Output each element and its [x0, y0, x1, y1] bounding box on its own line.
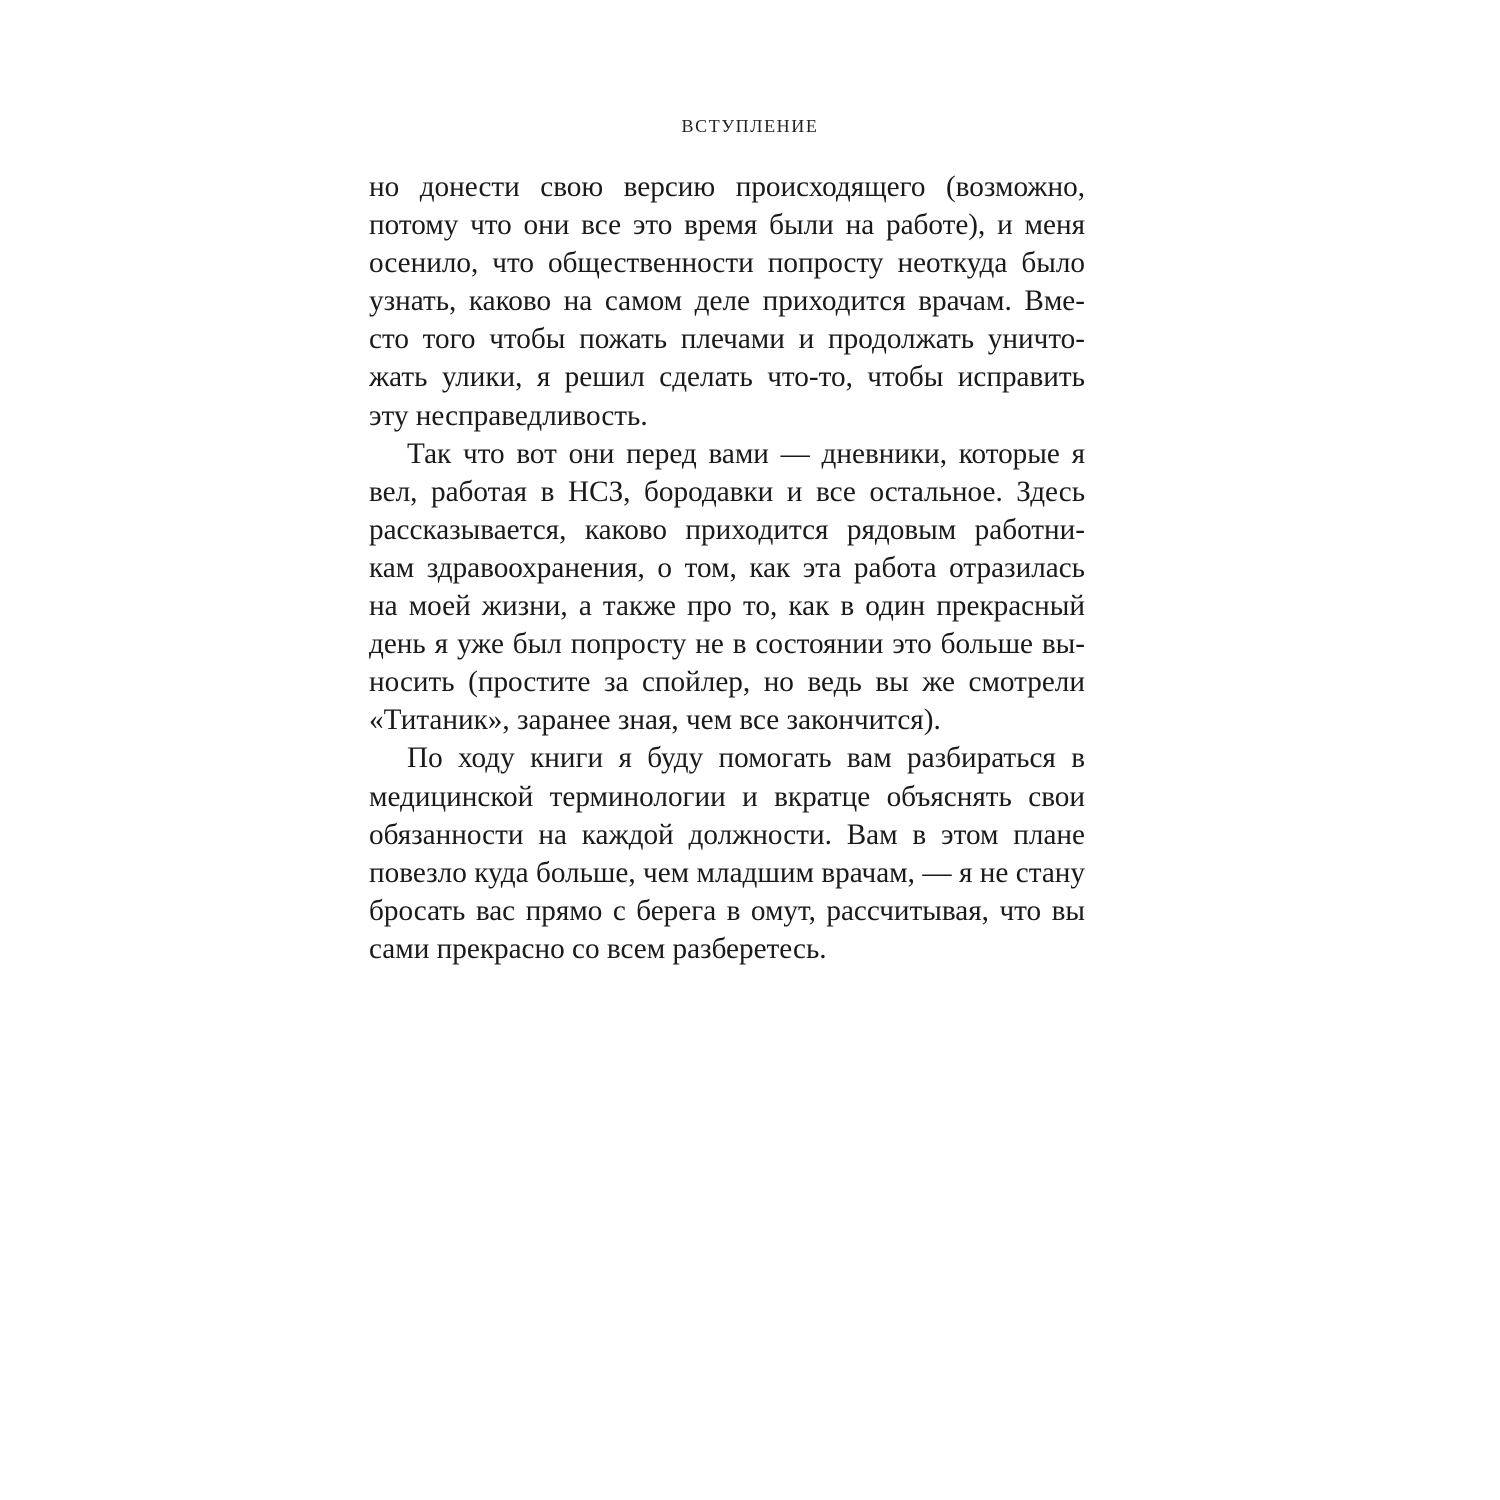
- text-line: рассказывается, каково приходится рядовым работни-: [369, 513, 1085, 546]
- text-line: на моей жизни, а также про то, как в один прекрасный: [369, 590, 1085, 623]
- text-line: сто того чтобы пожать плечами и продолжать уничто-: [369, 323, 1085, 356]
- text-line: вел, работая в НСЗ, бородавки и все остальное. Здесь: [369, 475, 1085, 508]
- text-line: но донести свою версию происходящего (возможно,: [369, 171, 1085, 203]
- body-text: [369, 168, 1085, 968]
- text-line: эту несправедливость.: [369, 399, 648, 432]
- text-line: По ходу книги я буду помогать вам разбираться в: [407, 742, 1085, 775]
- text-line: кам здравоохранения, о том, как эта работа отразилась: [369, 551, 1085, 584]
- text-line: бросать вас прямо с берега в омут, рассчитывая, что вы: [369, 894, 1085, 927]
- running-header: ВСТУПЛЕНИЕ: [681, 116, 819, 136]
- text-line: Так что вот они перед вами — дневники, которые я: [407, 437, 1085, 470]
- text-line: потому что они все это время были на работе), и меня: [369, 209, 1085, 242]
- paragraph: [369, 739, 1085, 968]
- text-line: повезло куда больше, чем младшим врачам, — я не стану: [369, 856, 1085, 889]
- text-line: жать улики, я решил сделать что-то, чтобы исправить: [369, 361, 1085, 394]
- text-line: осенило, что общественности попросту неоткуда было: [369, 247, 1085, 280]
- paragraph: [369, 435, 1085, 740]
- text-line: медицинской терминологии и вкратце объяснять свои: [369, 780, 1085, 813]
- text-line: «Титаник», заранее зная, чем все закончится).: [369, 704, 941, 737]
- text-line: узнать, каково на самом деле приходится врачам. Вме-: [369, 285, 1085, 318]
- paragraph: [369, 168, 1085, 435]
- text-line: день я уже был попросту не в состоянии это больше вы-: [369, 628, 1085, 661]
- text-line: сами прекрасно со всем разберетесь.: [369, 932, 827, 965]
- text-line: носить (простите за спойлер, но ведь вы же смотрели: [369, 666, 1085, 699]
- text-line: обязанности на каждой должности. Вам в этом плане: [369, 818, 1085, 851]
